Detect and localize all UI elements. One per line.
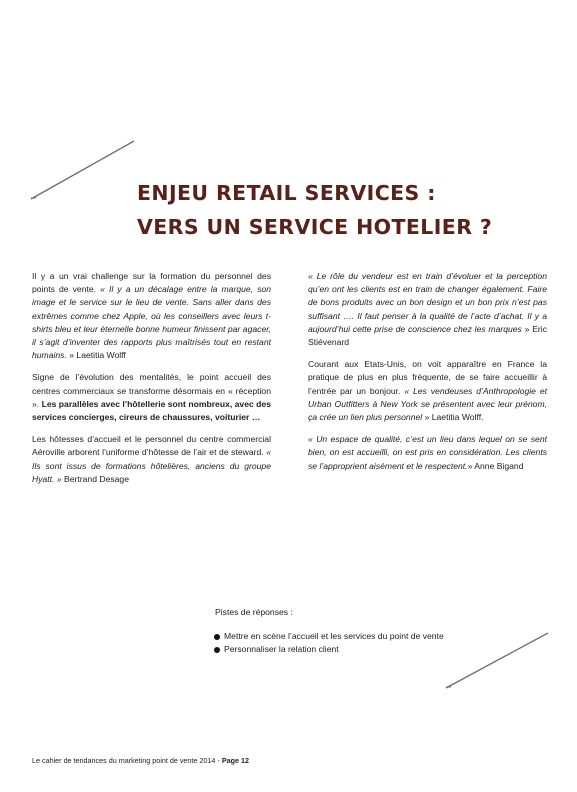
right-p2-text: Courant aux Etats-Unis, on voit apparaître en France la pratique de plus en plus fréquente, de se faire accueillir à l’entrée par un bonjour.	[308, 359, 547, 396]
decorative-diagonal-line-top	[28, 138, 138, 204]
bullet-icon	[214, 647, 220, 653]
right-p2-quote: « Les vendeuses d’Anthropologie et Urban Outfitters à New York se présentent avec leur prénom, ça crée un lien plus personnel	[308, 385, 547, 423]
left-column	[32, 270, 271, 494]
title-line-2: VERS UN SERVICE HOTELIER ?	[137, 215, 493, 239]
left-paragraph-3	[32, 433, 271, 486]
left-paragraph-1	[32, 270, 271, 362]
left-paragraph-2	[32, 371, 271, 424]
right-column	[308, 270, 547, 481]
left-p2-text: Signe de l’évolution des mentalités, le point accueil des centres commerciaux se transforme désormais en « réception ».	[32, 372, 271, 409]
left-p3-quote: « Ils sont issus de formations hôtelières, anciens du groupe Hyatt. »	[32, 447, 271, 484]
left-p2-bold: Les parallèles avec l’hôtellerie sont nombreux, avec des services concierges, cireurs de chaussures, voiturier …	[32, 398, 271, 423]
footer-text: Le cahier de tendances du marketing point de vente 2014 -	[32, 756, 222, 765]
right-paragraph-1	[308, 270, 547, 349]
pistes-item-label: Personnaliser la relation client	[224, 644, 339, 654]
decorative-diagonal-line-bottom	[443, 630, 551, 692]
right-p1-quote: « Le rôle du vendeur est en train d’évoluer et la perception qu’en ont les clients est en train de changer également. Faire de bons produits avec un bon design et un bon prix n’est pas suffisant …. Il faut penser à la qualité de l’acte d’achat. Il y a aujourd’hui cette prise de conscience chez les marques	[308, 271, 547, 334]
bullet-icon	[214, 634, 220, 640]
left-p3-author: Bertrand Desage	[61, 473, 129, 484]
pistes-item-label: Mettre en scène l’accueil et les services du point de vente	[224, 631, 444, 641]
right-paragraph-2	[308, 358, 547, 424]
left-p1-intro: Il y a un vrai challenge sur la formation du personnel des points de vente.	[32, 271, 271, 295]
right-p2-author: » Laetitia Wolff.	[422, 412, 484, 423]
title-line-1: ENJEU RETAIL SERVICES :	[137, 181, 436, 205]
page-footer	[32, 756, 249, 765]
left-p1-author: » Laetitia Wolff	[66, 350, 126, 361]
pistes-title: Pistes de réponses :	[215, 607, 293, 617]
right-paragraph-3	[308, 433, 547, 473]
left-p1-quote: « Il y a un décalage entre la marque, son image et le service sur le lieu de vente. Sans aller dans des extrêmes comme chez Apple, où les conseillers avec leurs t-shirts bleu et leur éternelle bonne humeur finissent par agacer, il s’agit d’inventer des rapports plus maîtrisés tout en restant humains.	[32, 284, 271, 361]
page-number: Page 12	[221, 756, 249, 765]
right-p3-quote: « Un espace de qualité, c’est un lieu dans lequel on se sent bien, on est accueilli, on est pris en considération. Les clients se l’approprient aisément et le respectent.	[308, 434, 547, 471]
page-title	[137, 176, 537, 244]
right-p1-author: » Eric Stiévenard	[308, 323, 547, 348]
right-p3-author: » Anne Bigand	[467, 460, 524, 471]
left-p3-text: Les hôtesses d’accueil et le personnel du centre commercial Aéroville arborent l’uniforme d’hôtesse de l’air et de steward.	[32, 434, 271, 458]
